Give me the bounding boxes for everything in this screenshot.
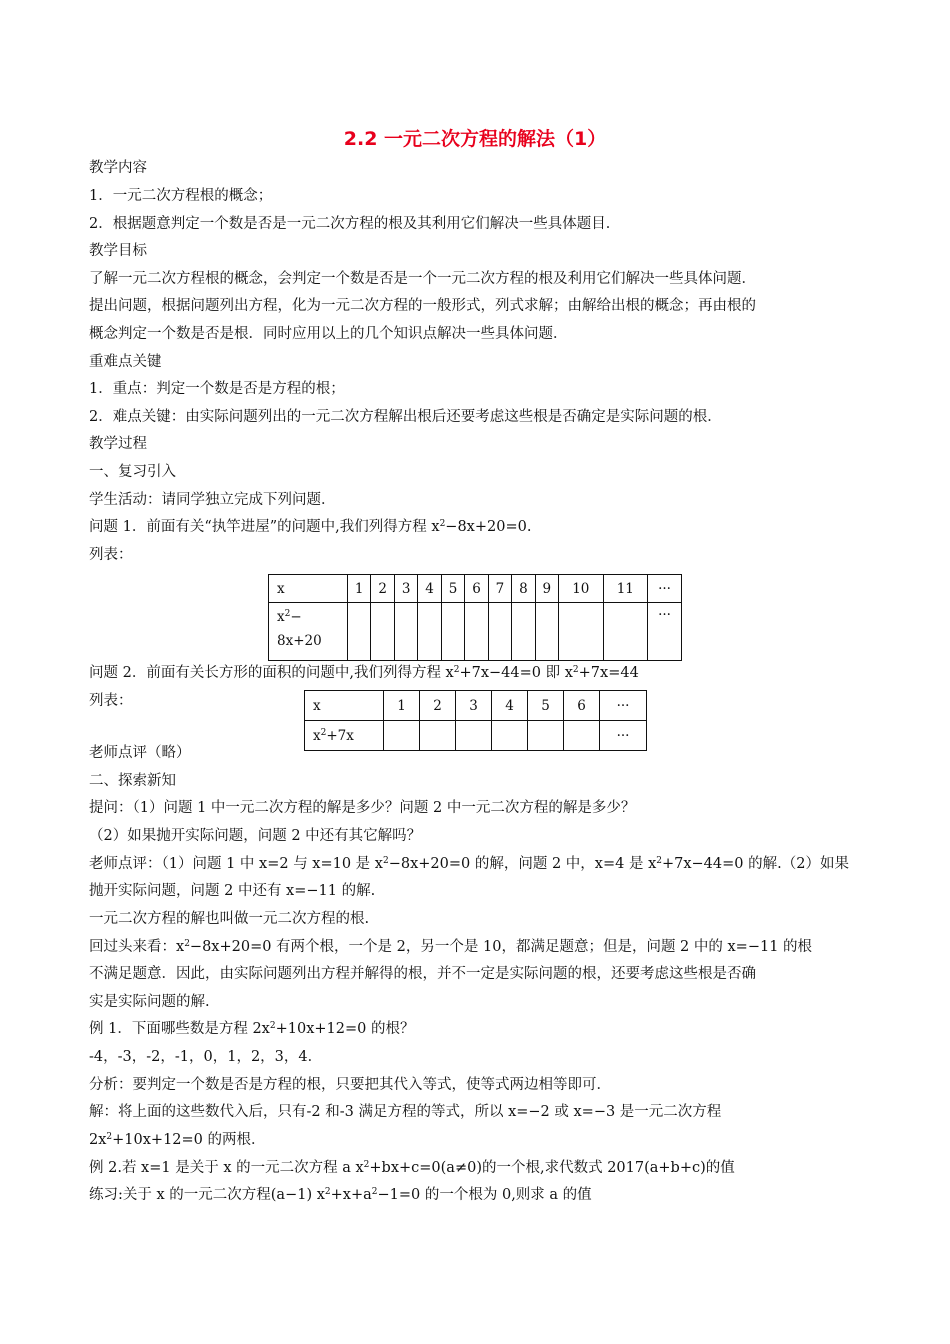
content-item-1: 1．一元二次方程根的概念； [89,188,273,204]
table-cell: x [305,691,384,721]
table-cell: 5 [528,691,564,721]
table-row [269,603,682,661]
table-cell [465,603,488,661]
table-cell: ··· [600,721,647,751]
objective-text-1: 了解一元二次方程根的概念，会判定一个数是否是一个一元二次方程的根及利用它们解决一些具体问题． [89,271,756,287]
table-cell [348,603,371,661]
table-cell [488,603,511,661]
table-row [269,575,682,603]
table-cell: ··· [648,603,682,661]
table-cell: ··· [648,575,682,603]
section-heading-key-points: 重难点关键 [89,354,162,370]
table-cell: 3 [394,575,417,603]
example-1-solution-1: 解：将上面的这些数代入后，只有-2 和-3 满足方程的等式，所以 x=−2 或 x=−3 是一元二次方程 [89,1104,722,1120]
table-cell: $x^2+7x$ [305,721,384,751]
question-1: 提问：（1）问题 1 中一元二次方程的解是多少？问题 2 中一元二次方程的解是多少？ [89,800,636,816]
table-cell: x [269,575,348,603]
problem-2-text: 问题 2．前面有关长方形的面积的问题中,我们列得方程 $x^2+7x-44=0$ 即 $x^2+7x=44$ [89,665,639,681]
table-cell: 1 [348,575,371,603]
table-cell [535,603,558,661]
teacher-comment-2-line-2: 抛开实际问题，问题 2 中还有 x=−11 的解. [89,883,376,899]
example-1-solution-2: $2x^2+10x+12=0$ 的两根． [89,1132,266,1148]
problem-1-text: 问题 1．前面有关“执竿进屋”的问题中,我们列得方程 $x^2-8x+20=0$. [89,519,532,535]
table-cell: 10 [559,575,603,603]
table-cell: 4 [418,575,441,603]
practice-question: 练习:关于 x 的一元二次方程(a−1) $x^2+x+a^2-1=0$ 的一个根为 0,则求 a 的值 [89,1187,592,1203]
table-cell: 3 [456,691,492,721]
section-heading-objectives: 教学目标 [89,243,147,259]
table-cell [441,603,464,661]
table-cell: 2 [371,575,394,603]
table-cell: 5 [441,575,464,603]
table-cell: 11 [603,575,647,603]
table-cell [603,603,647,661]
table-problem-1 [268,574,682,661]
content-item-2: 2．根据题意判定一个数是否是一元二次方程的根及其利用它们解决一些具体题目． [89,216,621,232]
table-cell [371,603,394,661]
example-2-question: 例 2.若 x=1 是关于 x 的一元二次方程 a $x^2+bx+c=0(a\ne 0)$的一个根,求代数式 2017(a+b+c)的值 [89,1160,735,1176]
key-point-1: 1．重点：判定一个数是否是方程的根； [89,381,345,397]
teacher-comment-1: 老师点评（略） [89,745,191,761]
table-cell: ··· [600,691,647,721]
teacher-comment-2-line-1: 老师点评：（1）问题 1 中 x=2 与 x=10 是 $x^2-8x+20=0$ 的解，问题 2 中，x=4 是 $x^2+7x-44=0$ 的解.（2）如果 [89,856,849,872]
table-cell: 4 [492,691,528,721]
example-1-question: 例 1．下面哪些数是方程 $2x^2+10x+12=0$ 的根？ [89,1021,415,1037]
objective-text-2: 提出问题，根据问题列出方程，化为一元二次方程的一般形式，列式求解；由解给出根的概念；再由根的 [89,298,756,314]
table-cell: 7 [488,575,511,603]
root-definition: 一元二次方程的解也叫做一元二次方程的根. [89,911,370,927]
table-cell [512,603,535,661]
key-point-2: 2．难点关键：由实际问题列出的一元二次方程解出根后还要考虑这些根是否确定是实际问题的根． [89,409,722,425]
table-cell: 8 [512,575,535,603]
table-cell: 1 [384,691,420,721]
table-cell: 9 [535,575,558,603]
list-table-label-1: 列表： [89,547,133,563]
table-row [305,691,647,721]
question-2: （2）如果抛开实际问题，问题 2 中还有其它解吗？ [89,828,422,844]
table-cell: 2 [420,691,456,721]
list-table-label-2: 列表： [89,693,133,709]
table-cell: $x^2-$ 8x+20 [269,603,348,661]
example-1-analysis: 分析：要判定一个数是否是方程的根，只要把其代入等式，使等式两边相等即可． [89,1077,611,1093]
table-problem-2 [304,690,647,751]
subsection-review: 一、复习引入 [89,464,176,480]
table-cell: 6 [465,575,488,603]
table-cell [394,603,417,661]
table-cell [559,603,603,661]
section-heading-process: 教学过程 [89,436,147,452]
objective-text-3: 概念判定一个数是否是根．同时应用以上的几个知识点解决一些具体问题． [89,326,568,342]
student-activity: 学生活动：请同学独立完成下列问题． [89,492,336,508]
example-1-candidates: -4，-3，-2，-1，0，1，2，3，4． [89,1049,323,1065]
review-line-2: 不满足题意．因此，由实际问题列出方程并解得的根，并不一定是实际问题的根，还要考虑这些根是否确 [89,966,756,982]
subsection-explore: 二、探索新知 [89,773,176,789]
review-line-1: 回过头来看：$x^2-8x+20=0$ 有两个根，一个是 2，另一个是 10，都满足题意；但是，问题 2 中的 x=−11 的根 [89,939,813,955]
page-title: 2.2 一元二次方程的解法（1） [343,128,607,150]
table-cell [418,603,441,661]
review-line-3: 实是实际问题的解. [89,994,210,1010]
section-heading-content: 教学内容 [89,160,147,176]
table-cell: 6 [564,691,600,721]
